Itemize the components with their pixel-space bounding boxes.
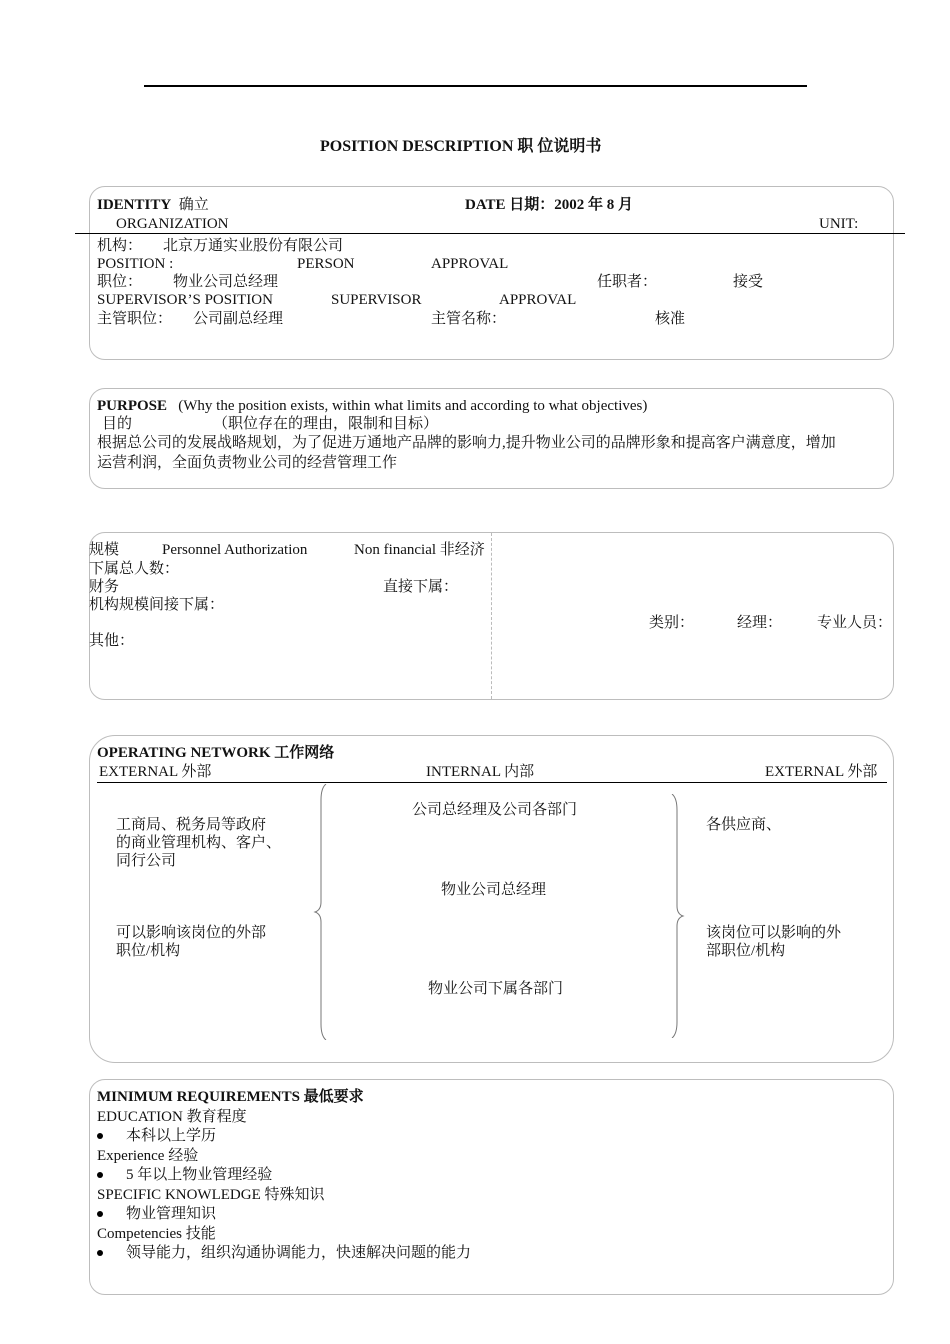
incumbent-label: 任职者： xyxy=(597,274,658,290)
position-value: 物业公司总经理 xyxy=(173,274,279,290)
non-financial-label: Non financial 非经济 xyxy=(354,542,485,558)
org-cn-label: 机构： xyxy=(97,238,143,254)
approval-label: APPROVAL xyxy=(431,256,509,272)
experience-item: 5 年以上物业管理经验 xyxy=(126,1167,273,1183)
personnel-authorization-label: Personnel Authorization xyxy=(162,542,308,558)
external-right-label: EXTERNAL 外部 xyxy=(765,764,878,780)
education-bullet xyxy=(97,1133,103,1139)
purpose-heading-en: PURPOSE xyxy=(97,398,168,414)
network-heading: OPERATING NETWORK 工作网络 xyxy=(97,745,335,761)
supervisor-position-cn-label: 主管职位： xyxy=(97,311,173,327)
approval2-label: APPROVAL xyxy=(499,292,577,308)
education-item: 本科以上学历 xyxy=(126,1128,217,1144)
education-label: EDUCATION 教育程度 xyxy=(97,1109,247,1125)
unit-label: UNIT: xyxy=(819,216,859,232)
requirements-heading: MINIMUM REQUIREMENTS 最低要求 xyxy=(97,1089,364,1105)
scale-divider xyxy=(491,533,492,699)
supervisor-label: SUPERVISOR xyxy=(331,292,422,308)
experience-label: Experience 经验 xyxy=(97,1148,199,1164)
professional-label: 专业人员： xyxy=(817,615,893,631)
network-left-line4: 可以影响该岗位的外部 xyxy=(116,925,267,941)
date-label: DATE 日期：2002 年 8 月 xyxy=(465,197,634,213)
organization-label: ORGANIZATION xyxy=(116,216,229,232)
person-label: PERSON xyxy=(297,256,355,272)
left-brace xyxy=(313,784,327,1040)
network-left-line3: 同行公司 xyxy=(116,853,177,869)
purpose-heading-cn: 目的 xyxy=(102,416,133,432)
internal-label: INTERNAL 内部 xyxy=(426,764,535,780)
knowledge-label: SPECIFIC KNOWLEDGE 特殊知识 xyxy=(97,1187,325,1203)
finance-label: 财务 xyxy=(89,579,120,595)
right-brace xyxy=(671,794,685,1038)
network-center-bottom: 物业公司下属各部门 xyxy=(428,981,564,997)
total-subordinates-label: 下属总人数： xyxy=(89,561,180,577)
competencies-bullet xyxy=(97,1250,103,1256)
position-label: POSITION : xyxy=(97,256,174,272)
competencies-item: 领导能力，组织沟通协调能力，快速解决问题的能力 xyxy=(126,1245,472,1261)
supervisor-position-value: 公司副总经理 xyxy=(193,311,284,327)
category-label: 类别： xyxy=(649,615,695,631)
external-left-label: EXTERNAL 外部 xyxy=(99,764,212,780)
network-left-line5: 职位/机构 xyxy=(116,943,181,959)
knowledge-bullet xyxy=(97,1211,103,1217)
purpose-text-line1: 根据总公司的发展战略规划，为了促进万通地产品牌的影响力,提升物业公司的品牌形象和提高客户满意度，增加 xyxy=(97,435,836,451)
indirect-subordinates-label: 机构规模间接下属： xyxy=(89,597,225,613)
purpose-subtitle-cn: （职位存在的理由，限制和目标） xyxy=(213,416,439,432)
accept-label: 接受 xyxy=(733,274,764,290)
network-section xyxy=(89,735,894,1063)
network-right-line1: 各供应商、 xyxy=(706,817,782,833)
approve-label: 核准 xyxy=(655,311,686,327)
page-title: POSITION DESCRIPTION 职 位说明书 xyxy=(320,138,602,155)
position-cn-label: 职位： xyxy=(97,274,143,290)
network-right-line2: 该岗位可以影响的外 xyxy=(706,925,842,941)
purpose-subtitle: (Why the position exists, within what limits and according to what objectives) xyxy=(178,398,648,414)
direct-subordinates-label: 直接下属： xyxy=(383,579,459,595)
org-value: 北京万通实业股份有限公司 xyxy=(163,238,344,254)
knowledge-item: 物业管理知识 xyxy=(126,1206,217,1222)
others-label: 其他： xyxy=(89,633,135,649)
supervisor-name-label: 主管名称： xyxy=(431,311,507,327)
identity-divider xyxy=(75,233,905,234)
purpose-heading xyxy=(97,397,647,415)
network-left-line1: 工商局、税务局等政府 xyxy=(116,817,267,833)
network-center-mid: 物业公司总经理 xyxy=(441,882,547,898)
identity-heading xyxy=(97,196,209,214)
competencies-label: Competencies 技能 xyxy=(97,1226,216,1242)
network-left-line2: 的商业管理机构、客户、 xyxy=(116,835,282,851)
experience-bullet xyxy=(97,1172,103,1178)
identity-heading-en: IDENTITY xyxy=(97,197,172,213)
network-divider xyxy=(97,782,887,783)
identity-heading-cn: 确立 xyxy=(178,197,209,213)
scale-label: 规模 xyxy=(89,542,120,558)
manager-label: 经理： xyxy=(737,615,783,631)
purpose-text-line2: 运营利润，全面负责物业公司的经营管理工作 xyxy=(97,455,398,471)
network-right-line3: 部职位/机构 xyxy=(706,943,786,959)
supervisor-position-label: SUPERVISOR’S POSITION xyxy=(97,292,273,308)
header-rule xyxy=(144,85,807,87)
network-center-top: 公司总经理及公司各部门 xyxy=(412,802,578,818)
